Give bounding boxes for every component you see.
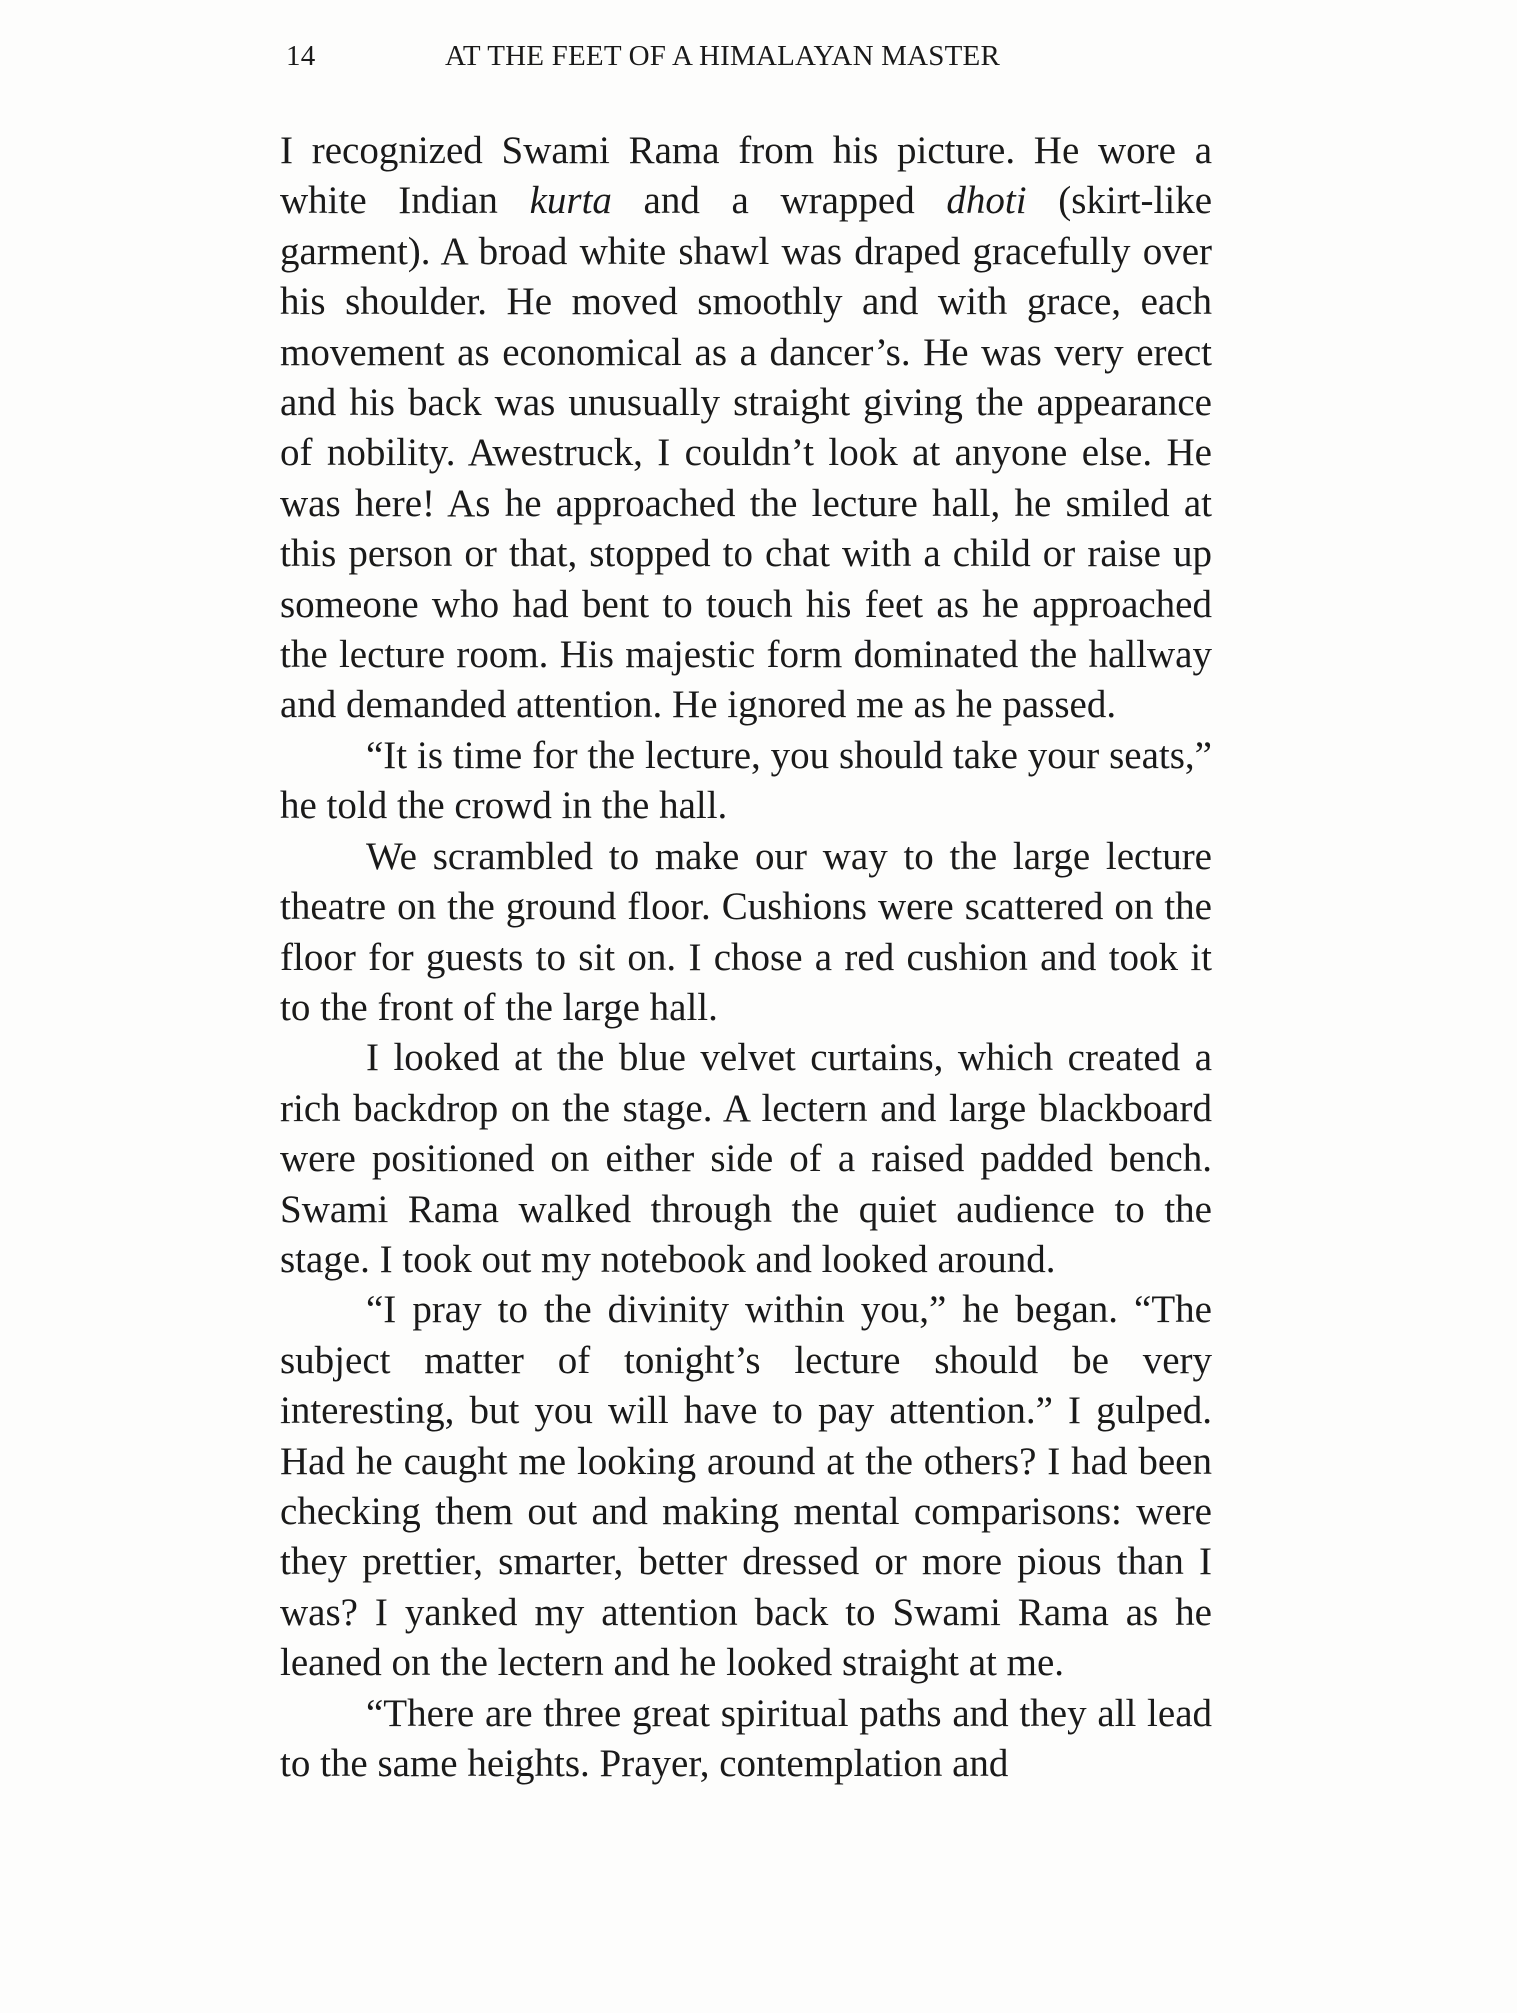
paragraph-4: I looked at the blue velvet curtains, which created a rich backdrop on the stage. A lectern and large blackboard were positioned on either side of a raised padded bench. Swami Rama walked through the quiet audience to the stage. I took out my notebook and looked around. bbox=[280, 1036, 1212, 1281]
paragraph-1 bbox=[280, 126, 1212, 731]
paragraph-text: and a wrapped bbox=[611, 179, 947, 223]
page-number: 14 bbox=[286, 40, 316, 72]
body-text bbox=[280, 126, 1212, 1789]
page-header bbox=[280, 40, 1220, 80]
paragraph-6: “There are three great spiritual paths and they all lead to the same heights. Prayer, contemplation and bbox=[280, 1691, 1212, 1785]
italic-term-dhoti: dhoti bbox=[946, 179, 1027, 223]
paragraph-text: I recognized Swami Rama from his picture. He wore a white Indian bbox=[280, 129, 1212, 223]
running-head-title: AT THE FEET OF A HIMALAYAN MASTER bbox=[445, 40, 1000, 72]
paragraph-5: “I pray to the divinity within you,” he began. “The subject matter of tonight’s lecture should be very interesting, but you will have to pay attention.” I gulped. Had he caught me looking around at the others? I had been checking them out and making mental comparisons: were they prettier, smarter, better dressed or more pious than I was? I yanked my attention back to Swami Rama as he leaned on the lectern and he looked straight at me. bbox=[280, 1288, 1212, 1685]
paragraph-text: (skirt-like garment). A broad white shawl was draped gracefully over his shoulder. He moved smoothly and with grace, each movement as economical as a dancer’s. He was very erect and his back was unusually straight giving the appearance of nobility. Awestruck, I couldn’t look at anyone else. He was here! As he approached the lecture hall, he smiled at this person or that, stopped to chat with a child or raise up someone who had bent to touch his feet as he approached the lecture room. His majestic form dominated the hallway and demanded attention. He ignored me as he passed. bbox=[280, 179, 1212, 727]
paragraph-3: We scrambled to make our way to the large lecture theatre on the ground floor. Cushions were scattered on the floor for guests to sit on. I chose a red cushion and took it to the front of the large hall. bbox=[280, 834, 1212, 1029]
paragraph-2: “It is time for the lecture, you should take your seats,” he told the crowd in the hall. bbox=[280, 733, 1212, 828]
italic-term-kurta: kurta bbox=[529, 179, 612, 223]
